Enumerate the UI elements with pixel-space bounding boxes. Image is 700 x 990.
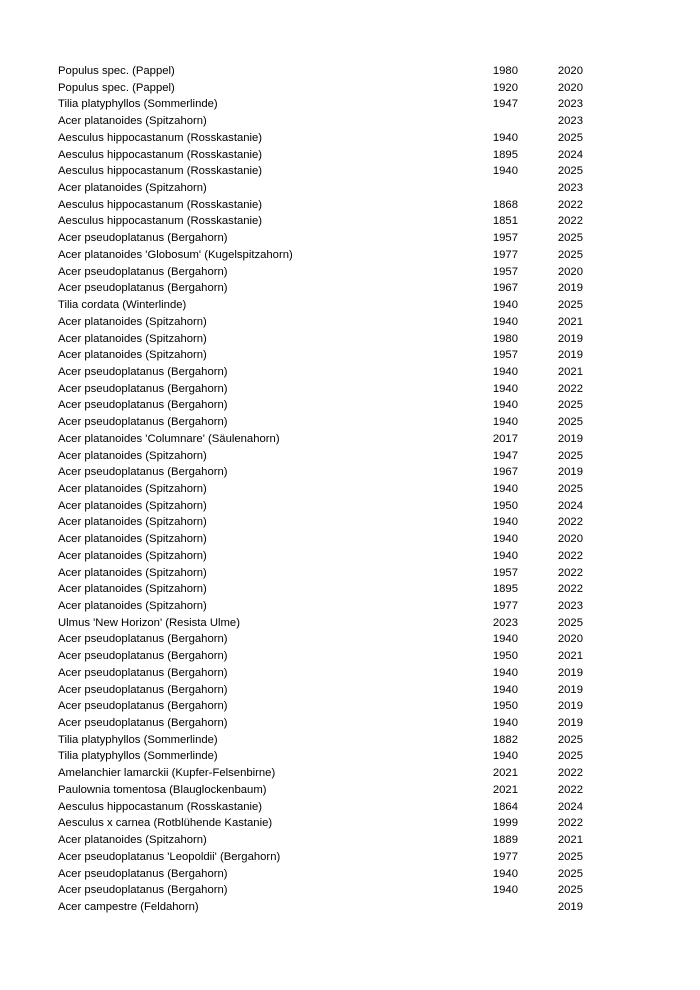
cell-species: Ulmus 'New Horizon' (Resista Ulme) — [58, 616, 240, 629]
cell-checked-year: 2025 — [557, 733, 583, 746]
tree-inventory-body — [58, 63, 583, 916]
cell-planted-year: 2017 — [492, 432, 518, 445]
cell-planted-year: 1950 — [492, 650, 518, 663]
cell-planted-year: 1940 — [492, 399, 518, 412]
cell-planted-year: 1977 — [492, 600, 518, 612]
cell-checked-year: 2020 — [557, 633, 583, 646]
cell-checked-year: 2021 — [557, 650, 583, 663]
cell-checked-year: 2022 — [557, 516, 583, 529]
table-row — [58, 414, 583, 431]
table-row — [58, 748, 583, 765]
cell-planted-year: 1940 — [492, 516, 518, 529]
cell-species: Acer pseudoplatanus (Bergahorn) — [58, 399, 228, 412]
cell-checked-year: 2022 — [557, 817, 583, 830]
cell-species: Acer platanoides (Spitzahorn) — [58, 315, 207, 328]
cell-species: Acer platanoides (Spitzahorn) — [58, 600, 207, 612]
table-row — [58, 832, 583, 849]
cell-checked-year: 2023 — [557, 115, 583, 128]
cell-species: Tilia cordata (Winterlinde) — [58, 299, 187, 312]
cell-checked-year: 2019 — [557, 717, 583, 730]
cell-checked-year: 2025 — [557, 299, 583, 312]
cell-planted-year: 1940 — [492, 365, 518, 378]
cell-species: Acer pseudoplatanus (Bergahorn) — [58, 867, 228, 880]
cell-checked-year: 2020 — [557, 533, 583, 546]
cell-planted-year: 1940 — [492, 549, 518, 562]
tree-inventory-table — [58, 63, 583, 916]
cell-species: Acer platanoides (Spitzahorn) — [58, 349, 207, 362]
table-row — [58, 213, 583, 230]
cell-checked-year: 2025 — [557, 449, 583, 462]
cell-planted-year: 1940 — [492, 165, 518, 178]
cell-planted-year: 1999 — [492, 817, 518, 830]
cell-planted-year: 1947 — [492, 449, 518, 462]
cell-planted-year: 1947 — [492, 98, 518, 111]
cell-species: Acer pseudoplatanus (Bergahorn) — [58, 633, 228, 646]
table-row — [58, 96, 583, 113]
cell-checked-year: 2019 — [557, 349, 583, 362]
cell-checked-year: 2022 — [557, 583, 583, 596]
cell-species: Acer pseudoplatanus (Bergahorn) — [58, 666, 228, 679]
cell-species: Acer platanoides (Spitzahorn) — [58, 332, 207, 345]
cell-planted-year — [458, 180, 518, 197]
cell-planted-year: 1980 — [492, 332, 518, 345]
cell-checked-year: 2022 — [557, 549, 583, 562]
cell-species: Acer platanoides (Spitzahorn) — [58, 449, 207, 462]
cell-planted-year: 1882 — [492, 733, 518, 746]
cell-planted-year: 1940 — [492, 482, 518, 495]
cell-checked-year: 2019 — [557, 683, 583, 696]
cell-species: Acer pseudoplatanus (Bergahorn) — [58, 365, 228, 378]
table-row — [58, 799, 583, 816]
cell-planted-year: 1940 — [492, 717, 518, 730]
table-row — [58, 899, 583, 916]
table-row — [58, 264, 583, 281]
table-row — [58, 448, 583, 465]
table-row — [58, 715, 583, 732]
cell-checked-year: 2019 — [557, 332, 583, 345]
cell-planted-year: 1895 — [492, 583, 518, 596]
cell-species: Acer platanoides (Spitzahorn) — [58, 482, 207, 495]
cell-species: Tilia platyphyllos (Sommerlinde) — [58, 750, 218, 763]
cell-species: Tilia platyphyllos (Sommerlinde) — [58, 733, 218, 746]
cell-species: Acer platanoides 'Columnare' (Säulenahorn) — [58, 432, 280, 445]
table-row — [58, 531, 583, 548]
table-row — [58, 314, 583, 331]
cell-planted-year: 1940 — [492, 299, 518, 312]
cell-checked-year: 2022 — [557, 566, 583, 579]
cell-planted-year — [458, 899, 518, 916]
cell-planted-year: 1967 — [492, 282, 518, 295]
table-row — [58, 147, 583, 164]
cell-checked-year: 2021 — [557, 365, 583, 378]
cell-species: Acer pseudoplatanus (Bergahorn) — [58, 717, 228, 730]
cell-planted-year: 1940 — [492, 666, 518, 679]
cell-checked-year: 2025 — [557, 616, 583, 629]
cell-checked-year: 2025 — [557, 867, 583, 880]
table-row — [58, 882, 583, 899]
cell-planted-year: 1940 — [492, 382, 518, 395]
cell-planted-year: 1940 — [492, 416, 518, 429]
cell-species: Acer pseudoplatanus (Bergahorn) — [58, 466, 228, 479]
cell-checked-year: 2024 — [557, 800, 583, 813]
cell-species: Aesculus hippocastanum (Rosskastanie) — [58, 148, 263, 161]
cell-planted-year: 1940 — [492, 683, 518, 696]
cell-species: Aesculus hippocastanum (Rosskastanie) — [58, 131, 263, 144]
table-row — [58, 481, 583, 498]
cell-species: Acer platanoides 'Globosum' (Kugelspitzahorn) — [58, 248, 293, 261]
table-row — [58, 548, 583, 565]
cell-species: Acer platanoides (Spitzahorn) — [58, 533, 207, 546]
cell-checked-year: 2025 — [557, 482, 583, 495]
table-row — [58, 815, 583, 832]
cell-planted-year: 2021 — [492, 783, 518, 796]
cell-checked-year: 2020 — [557, 265, 583, 278]
cell-checked-year: 2022 — [557, 767, 583, 780]
cell-species: Amelanchier lamarckii (Kupfer-Felsenbirne) — [58, 767, 276, 780]
cell-species: Acer pseudoplatanus 'Leopoldii' (Bergahorn) — [58, 850, 281, 863]
table-row — [58, 381, 583, 398]
cell-checked-year: 2019 — [557, 666, 583, 679]
cell-checked-year: 2025 — [557, 399, 583, 412]
cell-planted-year: 1967 — [492, 466, 518, 479]
cell-planted-year: 2023 — [492, 616, 518, 629]
table-row — [58, 364, 583, 381]
table-row — [58, 849, 583, 866]
cell-species: Aesculus hippocastanum (Rosskastanie) — [58, 215, 263, 228]
cell-checked-year: 2025 — [557, 750, 583, 763]
cell-planted-year: 1957 — [492, 566, 518, 579]
table-row — [58, 698, 583, 715]
cell-species: Acer pseudoplatanus (Bergahorn) — [58, 382, 228, 395]
cell-planted-year: 1940 — [492, 533, 518, 546]
cell-species: Acer pseudoplatanus (Bergahorn) — [58, 416, 228, 429]
cell-species: Populus spec. (Pappel) — [58, 81, 175, 94]
cell-checked-year: 2025 — [557, 850, 583, 863]
cell-planted-year: 1889 — [492, 834, 518, 847]
table-row — [58, 665, 583, 682]
cell-species: Acer platanoides (Spitzahorn) — [58, 549, 207, 562]
cell-species: Acer platanoides (Spitzahorn) — [58, 115, 207, 128]
cell-planted-year: 1957 — [492, 265, 518, 278]
cell-checked-year: 2022 — [557, 783, 583, 796]
table-row — [58, 113, 583, 130]
cell-checked-year: 2020 — [557, 65, 583, 77]
cell-planted-year: 1950 — [492, 700, 518, 713]
cell-checked-year: 2021 — [557, 315, 583, 328]
table-row — [58, 130, 583, 147]
cell-species: Paulownia tomentosa (Blauglockenbaum) — [58, 783, 267, 796]
cell-checked-year: 2020 — [557, 81, 583, 94]
cell-checked-year: 2022 — [557, 382, 583, 395]
cell-checked-year: 2019 — [557, 432, 583, 445]
cell-planted-year: 1980 — [492, 65, 518, 77]
cell-species: Aesculus x carnea (Rotblühende Kastanie) — [58, 817, 273, 830]
cell-checked-year: 2023 — [557, 182, 583, 195]
cell-species: Aesculus hippocastanum (Rosskastanie) — [58, 165, 263, 178]
cell-planted-year: 1940 — [492, 867, 518, 880]
cell-planted-year: 1940 — [492, 315, 518, 328]
cell-species: Acer platanoides (Spitzahorn) — [58, 566, 207, 579]
table-row — [58, 765, 583, 782]
cell-checked-year: 2025 — [557, 165, 583, 178]
cell-checked-year: 2019 — [557, 700, 583, 713]
cell-checked-year: 2022 — [557, 215, 583, 228]
cell-planted-year: 1977 — [492, 248, 518, 261]
cell-species: Acer platanoides (Spitzahorn) — [58, 583, 207, 596]
cell-species: Populus spec. (Pappel) — [58, 65, 175, 77]
cell-species: Acer platanoides (Spitzahorn) — [58, 499, 207, 512]
cell-species: Acer pseudoplatanus (Bergahorn) — [58, 232, 228, 245]
cell-species: Aesculus hippocastanum (Rosskastanie) — [58, 800, 263, 813]
cell-planted-year: 1920 — [492, 81, 518, 94]
table-row — [58, 63, 583, 80]
cell-species: Acer campestre (Feldahorn) — [58, 900, 199, 913]
cell-species: Acer platanoides (Spitzahorn) — [58, 834, 207, 847]
table-row — [58, 347, 583, 364]
cell-planted-year: 1940 — [492, 884, 518, 897]
table-row — [58, 514, 583, 531]
cell-checked-year: 2025 — [557, 131, 583, 144]
table-row — [58, 297, 583, 314]
cell-planted-year: 1864 — [492, 800, 518, 813]
cell-species: Aesculus hippocastanum (Rosskastanie) — [58, 198, 263, 211]
cell-planted-year: 1868 — [492, 198, 518, 211]
cell-checked-year: 2025 — [557, 884, 583, 897]
cell-species: Acer platanoides (Spitzahorn) — [58, 182, 207, 195]
table-row — [58, 431, 583, 448]
cell-planted-year: 1851 — [492, 215, 518, 228]
cell-species: Acer pseudoplatanus (Bergahorn) — [58, 683, 228, 696]
table-row — [58, 648, 583, 665]
cell-planted-year: 1940 — [492, 750, 518, 763]
table-row — [58, 498, 583, 515]
cell-checked-year: 2024 — [557, 148, 583, 161]
cell-planted-year: 1950 — [492, 499, 518, 512]
cell-planted-year: 1940 — [492, 633, 518, 646]
table-row — [58, 631, 583, 648]
table-row — [58, 866, 583, 883]
table-row — [58, 331, 583, 348]
table-row — [58, 80, 583, 97]
cell-planted-year: 1977 — [492, 850, 518, 863]
table-row — [58, 682, 583, 699]
table-row — [58, 615, 583, 632]
cell-checked-year: 2019 — [557, 282, 583, 295]
cell-species: Acer pseudoplatanus (Bergahorn) — [58, 884, 228, 897]
cell-species: Acer pseudoplatanus (Bergahorn) — [58, 650, 228, 663]
cell-planted-year: 1895 — [492, 148, 518, 161]
cell-planted-year — [458, 113, 518, 130]
table-row — [58, 598, 583, 615]
cell-species: Acer platanoides (Spitzahorn) — [58, 516, 207, 529]
table-row — [58, 464, 583, 481]
table-row — [58, 180, 583, 197]
cell-planted-year: 1957 — [492, 349, 518, 362]
cell-species: Acer pseudoplatanus (Bergahorn) — [58, 700, 228, 713]
table-row — [58, 397, 583, 414]
cell-planted-year: 1957 — [492, 232, 518, 245]
cell-species: Tilia platyphyllos (Sommerlinde) — [58, 98, 218, 111]
table-row — [58, 230, 583, 247]
table-row — [58, 163, 583, 180]
cell-checked-year: 2024 — [557, 499, 583, 512]
cell-checked-year: 2019 — [557, 900, 583, 913]
cell-checked-year: 2021 — [557, 834, 583, 847]
cell-species: Acer pseudoplatanus (Bergahorn) — [58, 282, 228, 295]
cell-checked-year: 2025 — [557, 248, 583, 261]
table-row — [58, 197, 583, 214]
table-row — [58, 565, 583, 582]
cell-checked-year: 2019 — [557, 466, 583, 479]
cell-planted-year: 2021 — [492, 767, 518, 780]
table-row — [58, 280, 583, 297]
cell-checked-year: 2022 — [557, 198, 583, 211]
table-row — [58, 732, 583, 749]
table-row — [58, 581, 583, 598]
table-row — [58, 247, 583, 264]
cell-checked-year: 2025 — [557, 416, 583, 429]
table-row — [58, 782, 583, 799]
cell-planted-year: 1940 — [492, 131, 518, 144]
cell-checked-year: 2025 — [557, 232, 583, 245]
cell-checked-year: 2023 — [557, 600, 583, 612]
cell-species: Acer pseudoplatanus (Bergahorn) — [58, 265, 228, 278]
cell-checked-year: 2023 — [557, 98, 583, 111]
